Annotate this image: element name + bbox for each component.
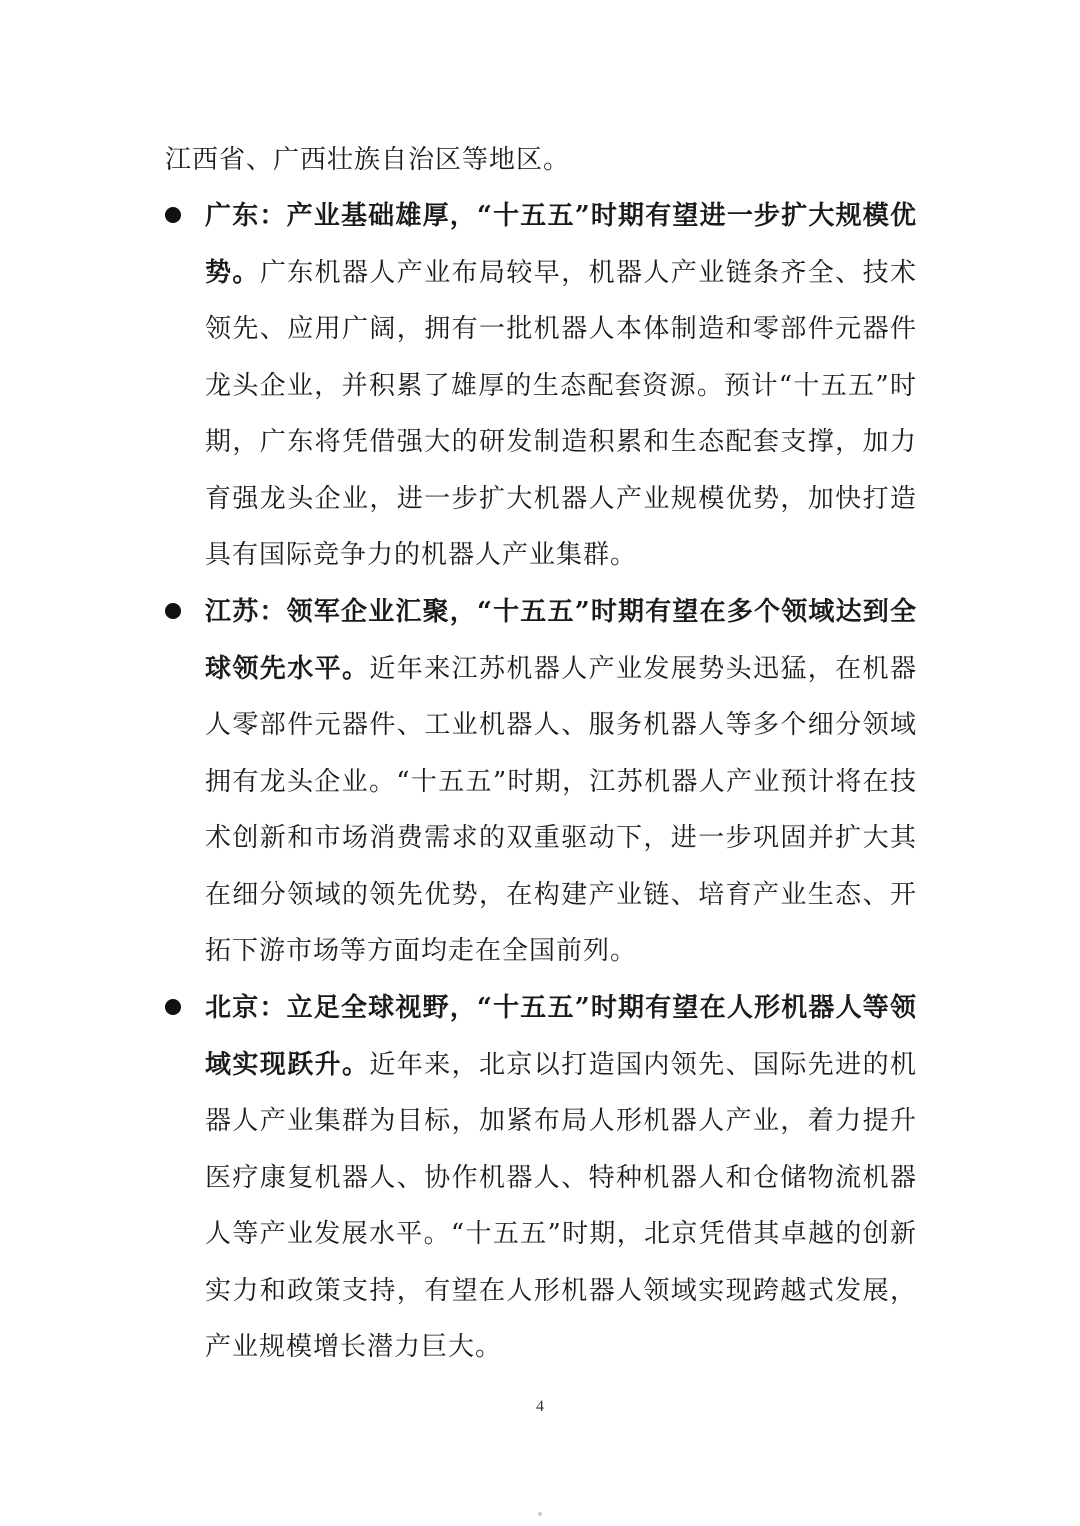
bullet-icon — [165, 999, 181, 1015]
page-number: 4 — [536, 1398, 544, 1415]
bullet-icon — [165, 207, 181, 223]
bullet-body-beijing: 近年来，北京以打造国内领先、国际先进的机器人产业集群为目标，加紧布局人形机器人产业，着力提升医疗康复机器人、协作机器人、特种机器人和仓储物流机器人等产业发展水平。“十五五”时期，北京凭借其卓越的创新实力和政策支持，有望在人形机器人领域实现跨越式发展，产业规模增长潜力巨大。 — [205, 1049, 917, 1362]
bullet-item-jiangsu — [205, 584, 917, 980]
bullet-icon — [165, 603, 181, 619]
bullet-body-jiangsu: 近年来江苏机器人产业发展势头迅猛，在机器人零部件元器件、工业机器人、服务机器人等多个细分领域拥有龙头企业。“十五五”时期，江苏机器人产业预计将在技术创新和市场消费需求的双重驱动下，进一步巩固并扩大其在细分领域的领先优势，在构建产业链、培育产业生态、开拓下游市场等方面均走在全国前列。 — [205, 653, 917, 966]
bullet-lead-jiangsu: 江苏：领军企业汇聚，“十五五”时期有望在多个领域达到全球领先水平。 — [205, 597, 917, 684]
scan-artifact-dot — [538, 1512, 542, 1516]
bullet-item-beijing — [205, 980, 917, 1376]
bullet-body-guangdong: 广东机器人产业布局较早，机器人产业链条齐全、技术领先、应用广阔，拥有一批机器人本体制造和零部件元器件龙头企业，并积累了雄厚的生态配套资源。预计“十五五”时期，广东将凭借强大的研发制造积累和生态配套支撑，加力育强龙头企业，进一步扩大机器人产业规模优势，加快打造具有国际竞争力的机器人产业集群。 — [205, 257, 917, 570]
bullet-item-guangdong — [205, 188, 917, 584]
bullet-lead-beijing: 北京：立足全球视野，“十五五”时期有望在人形机器人等领域实现跃升。 — [205, 993, 917, 1080]
continued-paragraph-line: 江西省、广西壮族自治区等地区。 — [165, 145, 571, 175]
bullet-lead-guangdong: 广东：产业基础雄厚，“十五五”时期有望进一步扩大规模优势。 — [205, 201, 917, 288]
